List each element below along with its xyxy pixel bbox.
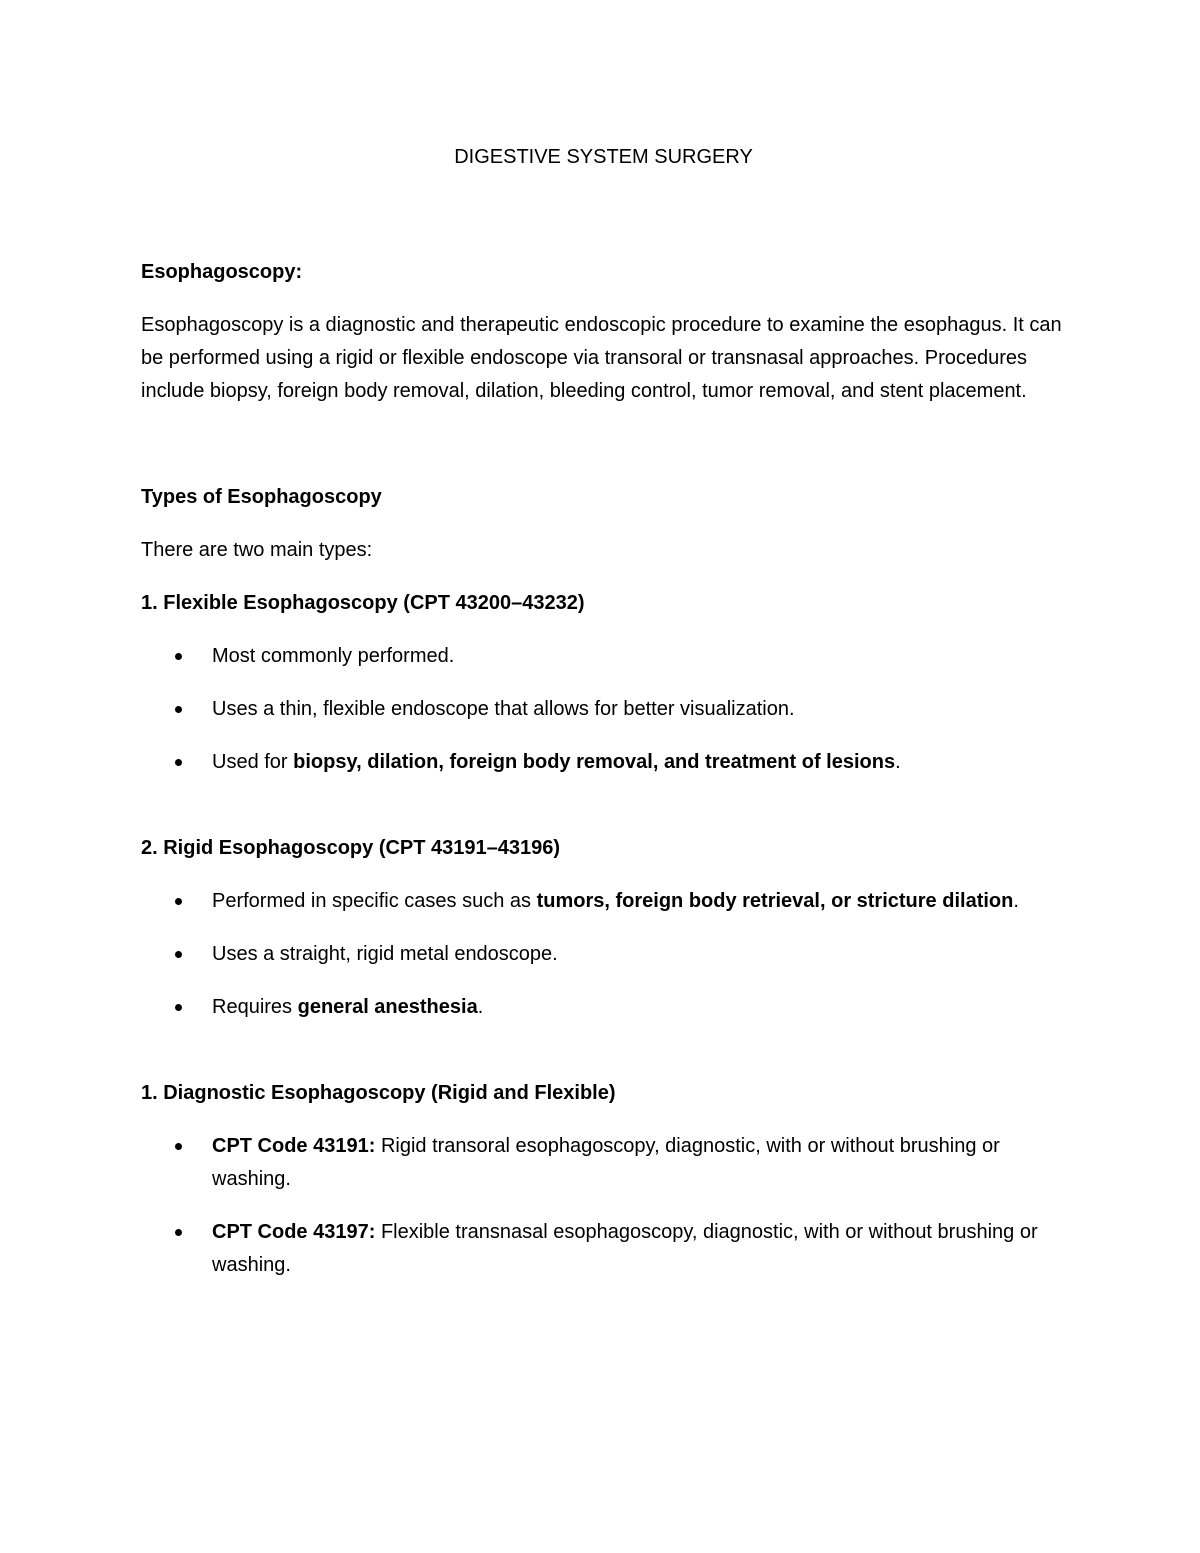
list-item-text: Most commonly performed. [212, 645, 455, 667]
list-item [141, 693, 1066, 726]
list-item [141, 640, 1066, 673]
rigid-heading: 2. Rigid Esophagoscopy (CPT 43191–43196) [141, 837, 561, 859]
list-item-text: Uses a straight, rigid metal endoscope. [212, 943, 558, 965]
bullet-icon [175, 653, 182, 660]
list-item-text-post: . [895, 751, 901, 773]
flexible-heading: 1. Flexible Esophagoscopy (CPT 43200–43232) [141, 592, 585, 614]
spacer [141, 428, 1066, 481]
bullet-icon [175, 706, 182, 713]
spacer [141, 799, 1066, 832]
list-item-text-post: . [477, 996, 484, 1018]
section-heading-types: Types of Esophagoscopy [141, 486, 382, 508]
document-body [141, 145, 1066, 1302]
list-item [141, 1130, 1066, 1196]
diagnostic-bullet-list [141, 1130, 1066, 1282]
esophagoscopy-paragraph: Esophagoscopy is a diagnostic and therapeutic endoscopic procedure to examine the esophagus. It can be performed using a rigid or flexible endoscope via transoral or transnasal approaches. Procedures include biopsy, foreign body removal, dilation, bleeding control, tumor removal, and stent placement. [141, 314, 1062, 402]
section-heading-esophagoscopy: Esophagoscopy: [141, 261, 303, 283]
flexible-bullet-list [141, 640, 1066, 779]
bullet-icon [175, 951, 182, 958]
diagnostic-heading: 1. Diagnostic Esophagoscopy (Rigid and Flexible) [141, 1082, 616, 1104]
bullet-icon [175, 1143, 182, 1150]
list-item-text-pre: Performed in specific cases such as [212, 890, 537, 912]
spacer [141, 1044, 1066, 1077]
cpt-code-description: Rigid transoral esophagoscopy, diagnostic, with or without brushing or washing. [212, 1135, 1000, 1190]
bullet-icon [175, 1229, 182, 1236]
list-item [141, 1216, 1066, 1282]
cpt-code-label: CPT Code 43191: [212, 1135, 376, 1157]
list-item [141, 746, 1066, 779]
cpt-code-description: Flexible transnasal esophagoscopy, diagnostic, with or without brushing or washing. [212, 1221, 1038, 1276]
list-item-text-pre: Used for [212, 751, 294, 773]
list-item-text-pre: Requires [212, 996, 298, 1018]
list-item-text-bold: general anesthesia [297, 996, 478, 1018]
bullet-icon [175, 898, 182, 905]
types-intro: There are two main types: [141, 539, 373, 561]
document-title: DIGESTIVE SYSTEM SURGERY [454, 146, 753, 168]
bullet-icon [175, 1004, 182, 1011]
bullet-icon [175, 759, 182, 766]
list-item-text-post: . [1013, 890, 1019, 912]
list-item-text-bold: tumors, foreign body retrieval, or stricture dilation [536, 890, 1014, 912]
list-item-text: Uses a thin, flexible endoscope that allows for better visualization. [212, 698, 795, 720]
list-item [141, 991, 1066, 1024]
list-item-text-bold: biopsy, dilation, foreign body removal, and treatment of lesions [293, 751, 896, 773]
list-item [141, 938, 1066, 971]
list-item [141, 885, 1066, 918]
rigid-bullet-list [141, 885, 1066, 1024]
cpt-code-label: CPT Code 43197: [212, 1221, 376, 1243]
